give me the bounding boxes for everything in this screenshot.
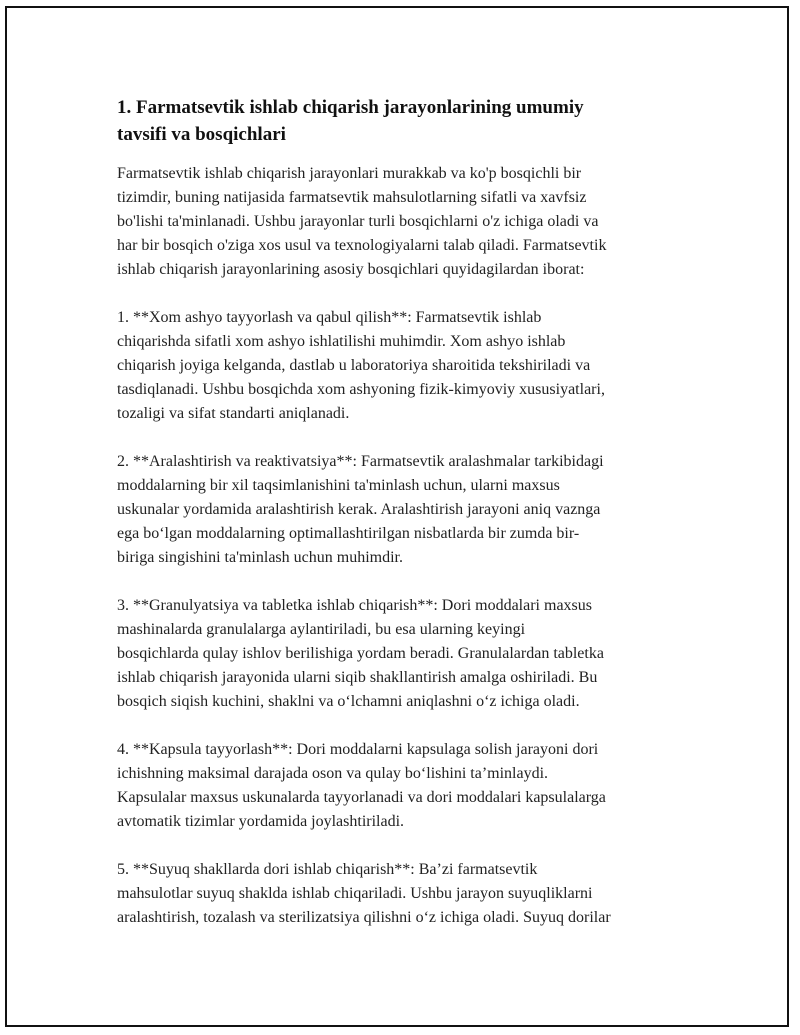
paragraph-line: 3. **Granulyatsiya va tabletka ishlab chiqarish**: Dori moddalari maxsus: [117, 597, 592, 614]
paragraph-line: har bir bosqich o'ziga xos usul va texnologiyalarni talab qiladi. Farmatsevtik: [117, 237, 607, 254]
paragraph: [117, 738, 687, 834]
paragraph-line: biriga singishini ta'minlash uchun muhimdir.: [117, 549, 403, 566]
paragraph: [117, 450, 687, 570]
paragraph-line: moddalarning bir xil taqsimlanishini ta'minlash uchun, ularni maxsus: [117, 477, 560, 494]
paragraph: [117, 306, 687, 426]
title-line: 1. Farmatsevtik ishlab chiqarish jarayonlarining umumiy: [117, 97, 584, 118]
paragraph-line: uskunalar yordamida aralashtirish kerak. Aralashtirish jarayoni aniq vaznga: [117, 501, 601, 518]
paragraph-line: bosqich siqish kuchini, shaklni va o‘lchamni aniqlashni o‘z ichiga oladi.: [117, 693, 580, 710]
paragraph: [117, 858, 687, 930]
paragraph-line: mahsulotlar suyuq shaklda ishlab chiqariladi. Ushbu jarayon suyuqliklarni: [117, 885, 593, 902]
paragraph-line: ichishning maksimal darajada oson va qulay bo‘lishini ta’minlaydi.: [117, 765, 549, 782]
paragraph-line: chiqarish joyiga kelganda, dastlab u laboratoriya sharoitida tekshiriladi va: [117, 357, 591, 374]
document-body: [117, 94, 687, 954]
paragraph-line: tizimdir, buning natijasida farmatsevtik mahsulotlarning sifatli va xavfsiz: [117, 189, 587, 206]
title-line: tavsifi va bosqichlari: [117, 124, 286, 145]
paragraph-line: ishlab chiqarish jarayonida ularni siqib shakllantirish amalga oshiriladi. Bu: [117, 669, 598, 686]
paragraph-line: ega bo‘lgan moddalarning optimallashtirilgan nisbatlarda bir zumda bir-: [117, 525, 580, 542]
paragraph-line: Farmatsevtik ishlab chiqarish jarayonlari murakkab va ko'p bosqichli bir: [117, 165, 582, 182]
section-title: [117, 94, 687, 148]
paragraph-line: chiqarishda sifatli xom ashyo ishlatilishi muhimdir. Xom ashyo ishlab: [117, 333, 566, 350]
paragraph-line: 1. **Xom ashyo tayyorlash va qabul qilish**: Farmatsevtik ishlab: [117, 309, 542, 326]
paragraph-line: bosqichlarda qulay ishlov berilishiga yordam beradi. Granulalardan tabletka: [117, 645, 604, 662]
paragraph-line: tasdiqlanadi. Ushbu bosqichda xom ashyoning fizik-kimyoviy xususiyatlari,: [117, 381, 605, 398]
paragraph-line: 5. **Suyuq shakllarda dori ishlab chiqarish**: Ba’zi farmatsevtik: [117, 861, 538, 878]
paragraphs-container: [117, 162, 687, 930]
paragraph-line: avtomatik tizimlar yordamida joylashtiriladi.: [117, 813, 405, 830]
paragraph-line: bo'lishi ta'minlanadi. Ushbu jarayonlar turli bosqichlarni o'z ichiga oladi va: [117, 213, 599, 230]
paragraph-line: mashinalarda granulalarga aylantiriladi, bu esa ularning keyingi: [117, 621, 526, 638]
paragraph-line: aralashtirish, tozalash va sterilizatsiya qilishni o‘z ichiga oladi. Suyuq dorilar: [117, 909, 611, 926]
paragraph: [117, 162, 687, 282]
paragraph-line: tozaligi va sifat standarti aniqlanadi.: [117, 405, 350, 422]
paragraph-line: ishlab chiqarish jarayonlarining asosiy bosqichlari quyidagilardan iborat:: [117, 261, 585, 278]
paragraph-line: Kapsulalar maxsus uskunalarda tayyorlanadi va dori moddalari kapsulalarga: [117, 789, 606, 806]
paragraph-line: 4. **Kapsula tayyorlash**: Dori moddalarni kapsulaga solish jarayoni dori: [117, 741, 599, 758]
paragraph: [117, 594, 687, 714]
paragraph-line: 2. **Aralashtirish va reaktivatsiya**: Farmatsevtik aralashmalar tarkibidagi: [117, 453, 604, 470]
